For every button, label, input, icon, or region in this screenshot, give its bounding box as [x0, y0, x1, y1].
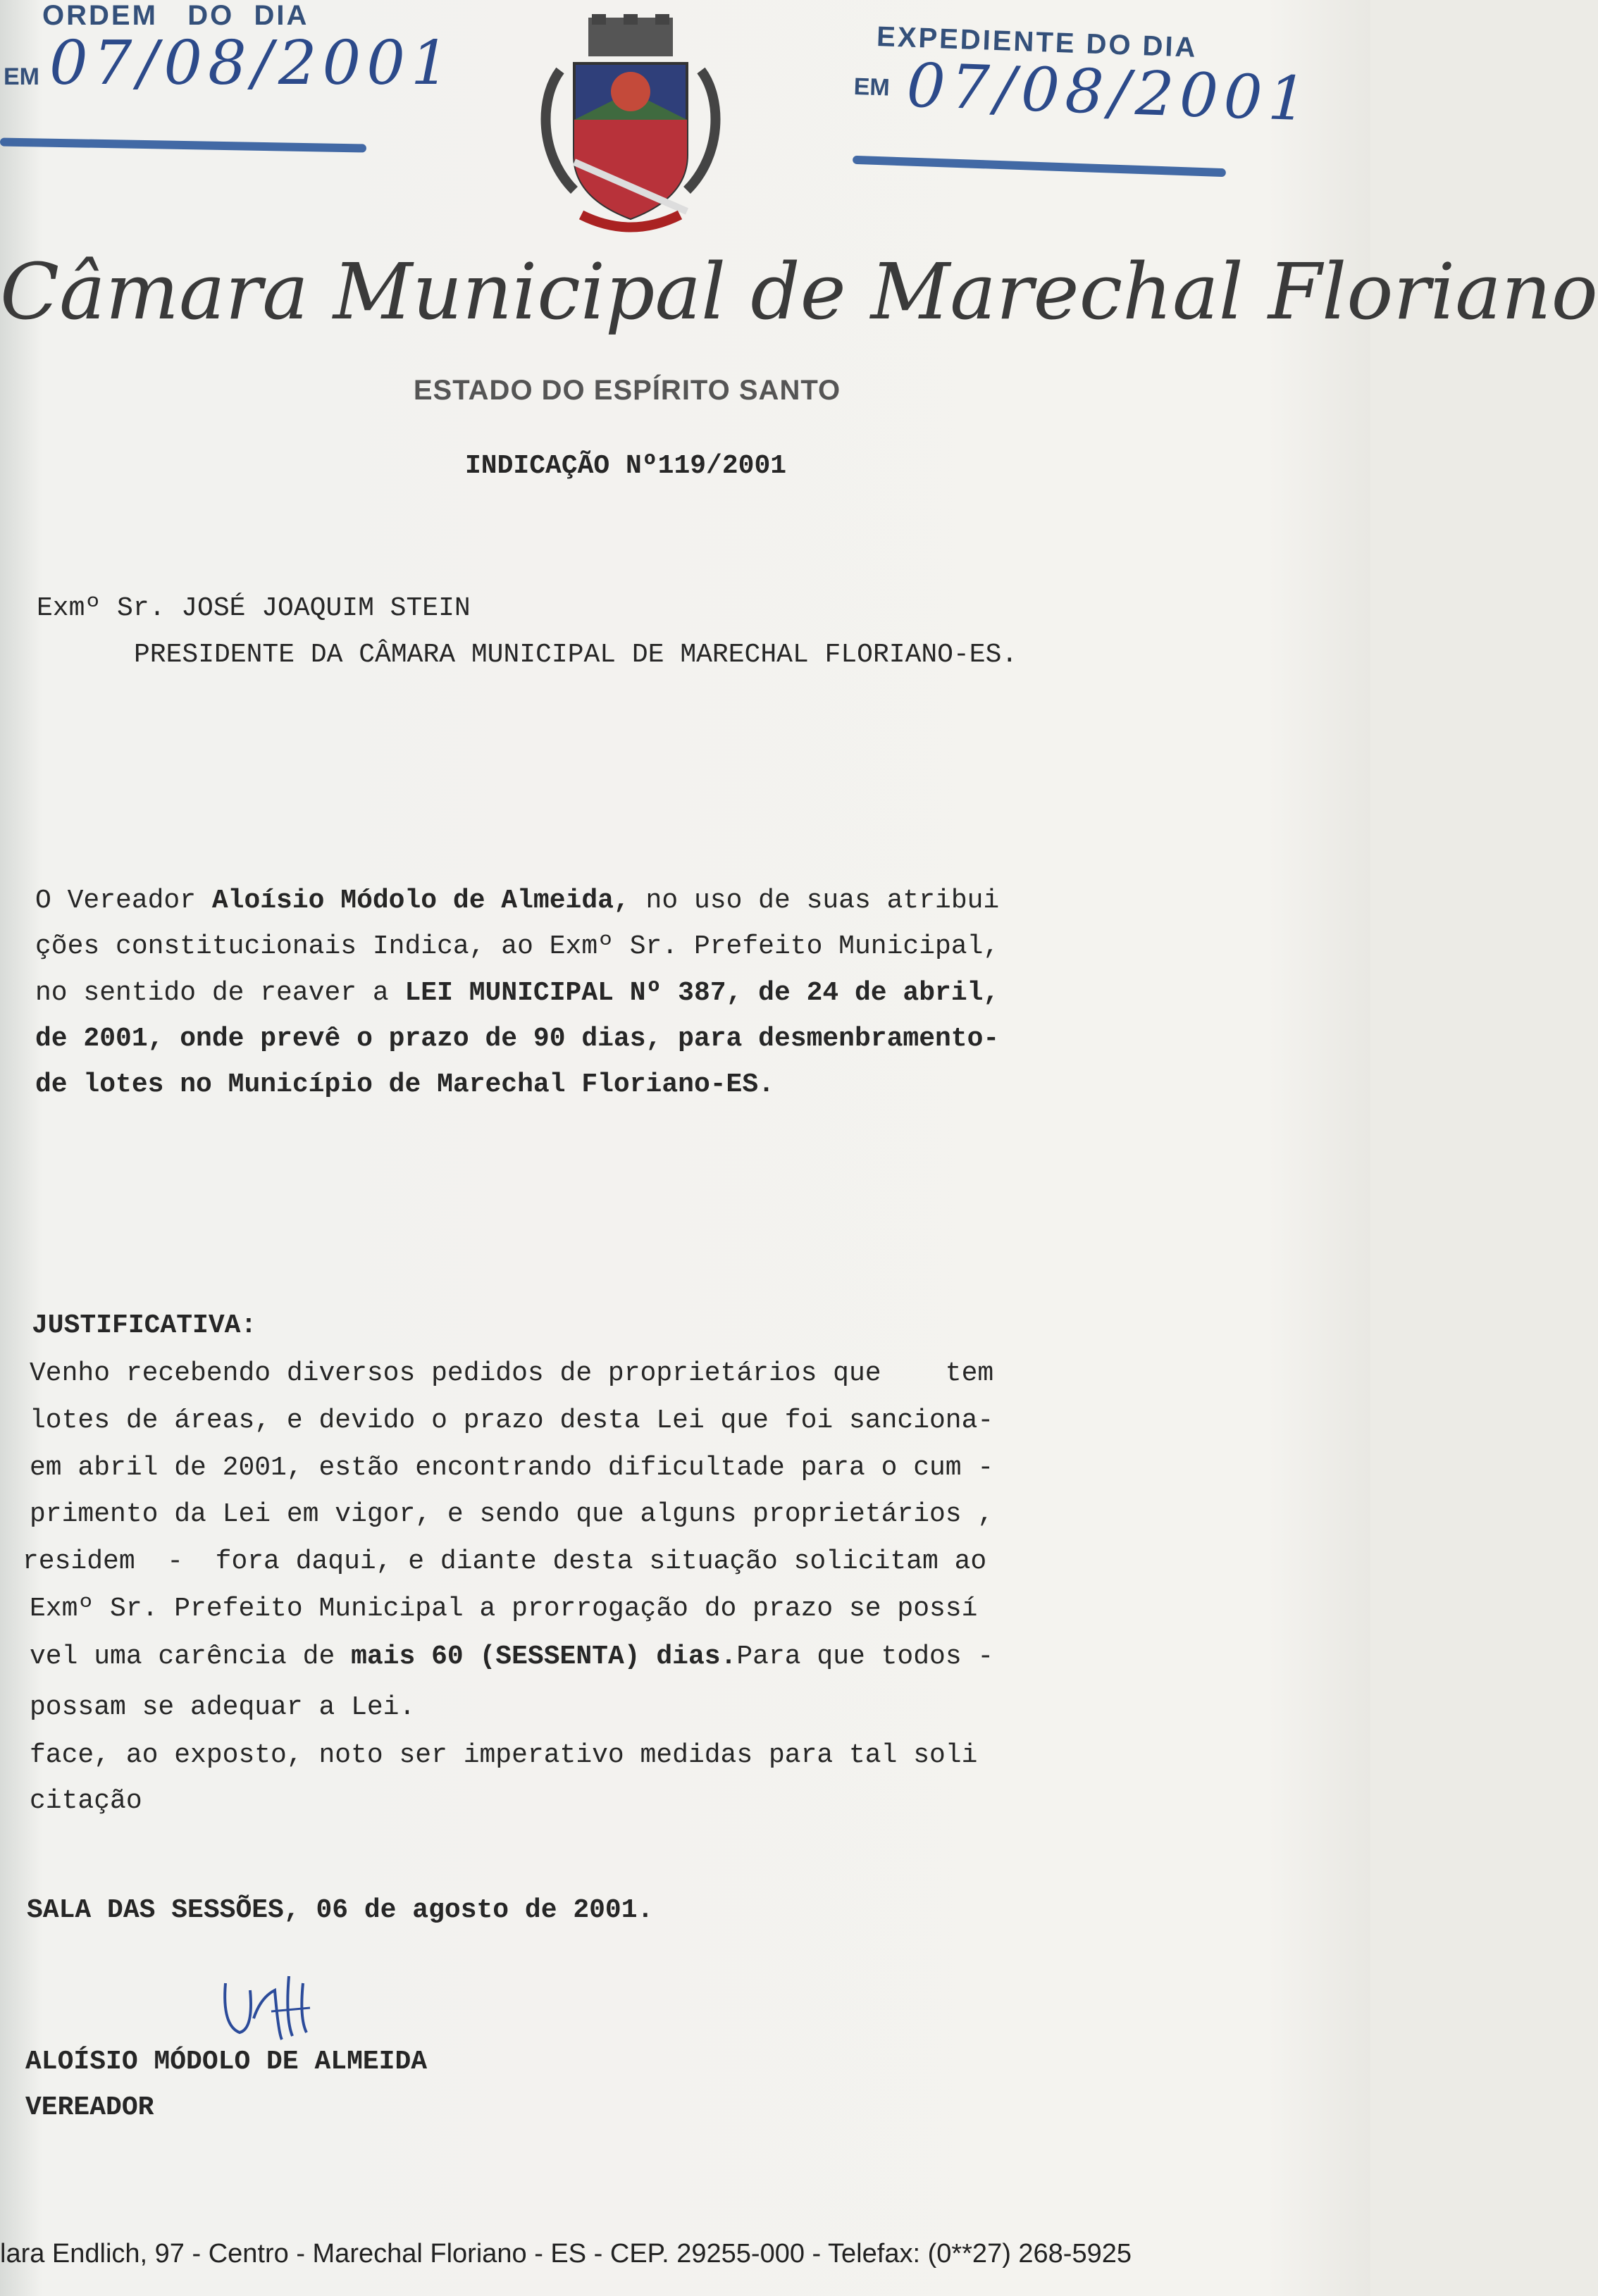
text-line [30, 1642, 993, 1672]
stamp-title: EXPEDIENTE DO DIA [876, 21, 1198, 63]
stamp-date: 07/08/2001 [49, 28, 455, 99]
text-run: O Vereador [35, 886, 212, 916]
document-number: INDICAÇÃO Nº119/2001 [465, 451, 787, 481]
signer-name: ALOÍSIO MÓDOLO DE ALMEIDA [25, 2047, 428, 2077]
text-run-bold: LEI MUNICIPAL Nº 387, de 24 de abril, [404, 978, 1000, 1008]
text-line [30, 1786, 142, 1816]
text-run: vel uma carência de [30, 1642, 352, 1672]
text-run: residem - fora daqui, e diante desta situação solicitam ao [23, 1546, 987, 1577]
text-run: primento da Lei em vigor, e sendo que alguns proprietários , [30, 1499, 994, 1529]
text-run: face, ao exposto, noto ser imperativo medidas para tal soli [30, 1740, 978, 1770]
justification-heading: JUSTIFICATIVA: [32, 1310, 257, 1341]
text-line [35, 1069, 774, 1100]
text-line [30, 1740, 977, 1770]
text-line [30, 1594, 977, 1624]
text-line [35, 931, 999, 962]
text-run: Exmº Sr. Prefeito Municipal a prorrogação do prazo se possí [30, 1594, 978, 1624]
text-line [30, 1405, 993, 1436]
text-run-bold: de 2001, onde prevê o prazo de 90 dias, para desmenbramento- [35, 1024, 1000, 1054]
text-line [35, 978, 999, 1008]
text-line [30, 1499, 993, 1529]
text-run: no uso de suas atribui [629, 886, 1000, 916]
text-line [23, 1546, 986, 1577]
text-run: citação [30, 1786, 142, 1816]
text-line [30, 1453, 993, 1483]
text-run: no sentido de reaver a [35, 978, 405, 1008]
text-line [30, 1692, 415, 1723]
stamp-em: EM [4, 63, 39, 90]
signer-role: VEREADOR [25, 2092, 154, 2123]
text-run: ções constitucionais Indica, ao Exmº Sr. Prefeito Municipal, [35, 931, 1000, 962]
text-run: em abril de 2001, estão encontrando dificultade para o cum - [30, 1453, 994, 1483]
stamp-underline [0, 137, 366, 152]
text-line [30, 1358, 993, 1389]
signature-icon [211, 1969, 338, 2047]
addressee-line-1: Exmº Sr. JOSÉ JOAQUIM STEIN [37, 593, 471, 623]
text-run: possam se adequar a Lei. [30, 1692, 416, 1723]
coat-of-arms-icon [532, 14, 729, 236]
closing-location-date: SALA DAS SESSÕES, 06 de agosto de 2001. [27, 1895, 654, 1925]
institution-title: Câmara Municipal de Marechal Floriano [0, 247, 1598, 337]
text-run-bold: Aloísio Módolo de Almeida, [211, 886, 630, 916]
stamp-underline [853, 156, 1226, 177]
text-line [35, 1024, 999, 1054]
stamp-date: 07/08/2001 [905, 50, 1313, 135]
text-run: Para que todos - [736, 1642, 994, 1672]
text-run: lotes de áreas, e devido o prazo desta Lei que foi sanciona- [30, 1405, 994, 1436]
text-line [35, 886, 999, 916]
footer-address: lara Endlich, 97 - Centro - Marechal Floriano - ES - CEP. 29255-000 - Telefax: (0**27) 268-5925 [0, 2239, 1132, 2269]
text-run-bold: de lotes no Município de Marechal Floriano-ES. [35, 1069, 774, 1100]
stamp-em: EM [853, 73, 891, 101]
text-run: Venho recebendo diversos pedidos de proprietários que tem [30, 1358, 994, 1389]
text-run-bold: mais 60 (SESSENTA) dias. [351, 1642, 737, 1672]
state-subtitle: ESTADO DO ESPÍRITO SANTO [413, 375, 841, 406]
stamp-title: ORDEM DO DIA [42, 0, 309, 31]
addressee-line-2: PRESIDENTE DA CÂMARA MUNICIPAL DE MARECHAL FLORIANO-ES. [134, 640, 1018, 670]
